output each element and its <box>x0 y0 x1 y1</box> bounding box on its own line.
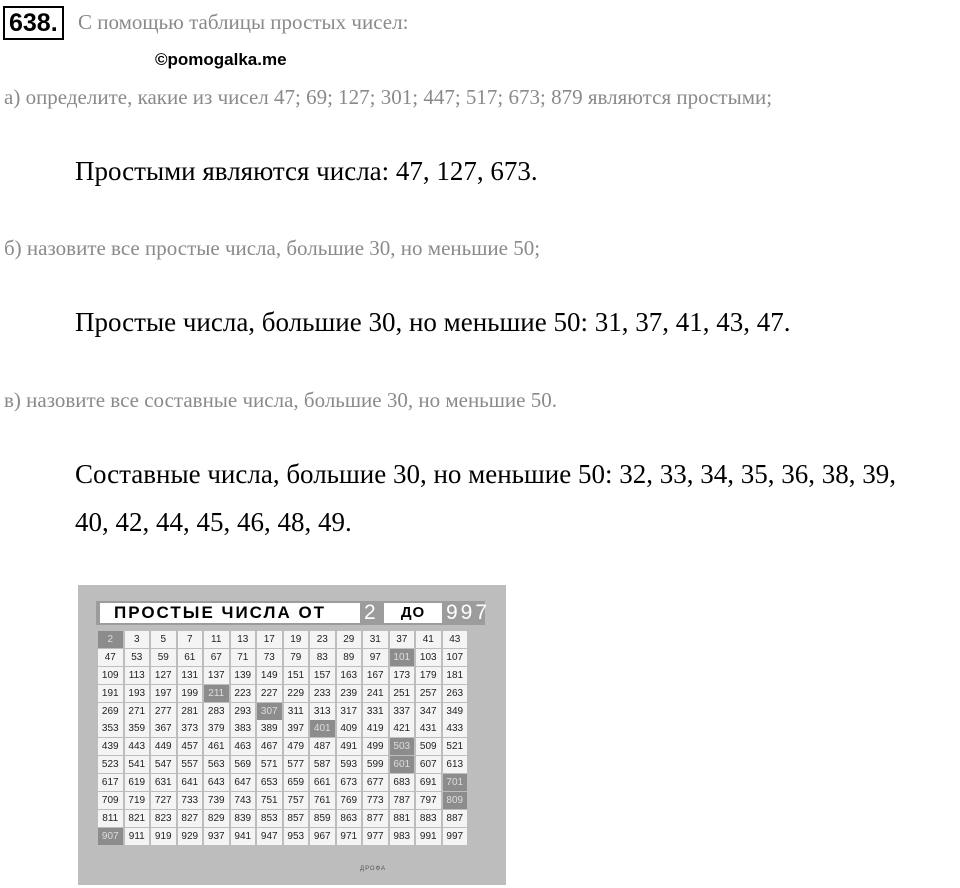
prime-cell: 733 <box>178 792 203 809</box>
poster-title: ПРОСТЫЕ ЧИСЛА ОТ <box>100 603 360 623</box>
prime-cell: 991 <box>416 828 441 845</box>
prime-cell: 739 <box>204 792 229 809</box>
prime-cell: 11 <box>204 631 229 648</box>
prime-cell: 193 <box>125 685 150 702</box>
prime-cell: 661 <box>310 774 335 791</box>
prime-cell: 211 <box>204 685 229 702</box>
prime-cell: 281 <box>178 703 203 720</box>
prime-cell: 491 <box>337 738 362 755</box>
prime-cell: 79 <box>284 649 309 666</box>
prime-cell: 227 <box>257 685 282 702</box>
prime-cell: 379 <box>204 720 229 737</box>
prime-cell: 563 <box>204 756 229 773</box>
prime-cell: 571 <box>257 756 282 773</box>
prime-cell: 727 <box>151 792 176 809</box>
prime-cell: 109 <box>98 667 123 684</box>
prime-cell: 239 <box>337 685 362 702</box>
prime-cell: 797 <box>416 792 441 809</box>
prime-cell: 881 <box>390 810 415 827</box>
prime-cell: 839 <box>231 810 256 827</box>
prime-cell: 977 <box>363 828 388 845</box>
prime-cell: 191 <box>98 685 123 702</box>
answer-c-line2: 40, 42, 44, 45, 46, 48, 49. <box>75 507 352 537</box>
prime-cell: 101 <box>390 649 415 666</box>
prime-cell: 487 <box>310 738 335 755</box>
prime-cell: 223 <box>231 685 256 702</box>
prime-cell: 701 <box>443 774 468 791</box>
prime-cell: 919 <box>151 828 176 845</box>
prime-cell: 31 <box>363 631 388 648</box>
prime-cell: 59 <box>151 649 176 666</box>
prime-cell: 409 <box>337 720 362 737</box>
prime-cell: 863 <box>337 810 362 827</box>
prime-cell: 599 <box>363 756 388 773</box>
answer-c-line1: Составные числа, большие 30, но меньшие 50: 32, 33, 34, 35, 36, 38, 39, <box>75 459 896 489</box>
prime-cell: 641 <box>178 774 203 791</box>
prime-cell: 107 <box>443 649 468 666</box>
prime-cell: 719 <box>125 792 150 809</box>
prime-cell: 673 <box>337 774 362 791</box>
prime-cell: 181 <box>443 667 468 684</box>
prime-cell: 43 <box>443 631 468 648</box>
prime-cell: 953 <box>284 828 309 845</box>
prime-cell: 983 <box>390 828 415 845</box>
poster-to-word: ДО <box>384 603 442 623</box>
prime-cell: 419 <box>363 720 388 737</box>
prime-cell: 769 <box>337 792 362 809</box>
prime-cell: 677 <box>363 774 388 791</box>
prime-cell: 29 <box>337 631 362 648</box>
prime-cell: 461 <box>204 738 229 755</box>
prime-cell: 151 <box>284 667 309 684</box>
answer-a: Простыми являются числа: 47, 127, 673. <box>75 156 538 186</box>
prime-cell: 509 <box>416 738 441 755</box>
prime-cell: 83 <box>310 649 335 666</box>
prime-cell: 877 <box>363 810 388 827</box>
prime-cell: 389 <box>257 720 282 737</box>
prime-cell: 359 <box>125 720 150 737</box>
prime-cell: 887 <box>443 810 468 827</box>
prime-cell: 503 <box>390 738 415 755</box>
watermark: ©pomogalka.me <box>155 50 287 69</box>
prime-cell: 829 <box>204 810 229 827</box>
prime-cell: 541 <box>125 756 150 773</box>
prime-cell: 607 <box>416 756 441 773</box>
prime-cell: 179 <box>416 667 441 684</box>
prime-cell: 821 <box>125 810 150 827</box>
prime-cell: 331 <box>363 703 388 720</box>
prime-cell: 307 <box>257 703 282 720</box>
question-b: б) назовите все простые числа, большие 30, но меньшие 50; <box>4 236 541 260</box>
prime-cell: 443 <box>125 738 150 755</box>
prime-cell: 23 <box>310 631 335 648</box>
poster-to: 997 <box>446 601 491 624</box>
prime-cell: 499 <box>363 738 388 755</box>
prime-cell: 113 <box>125 667 150 684</box>
prime-cell: 569 <box>231 756 256 773</box>
prime-cell: 859 <box>310 810 335 827</box>
prime-cell: 97 <box>363 649 388 666</box>
prime-cell: 883 <box>416 810 441 827</box>
prime-cell: 619 <box>125 774 150 791</box>
prime-cell: 971 <box>337 828 362 845</box>
prime-cell: 311 <box>284 703 309 720</box>
prime-cell: 229 <box>284 685 309 702</box>
prime-cell: 3 <box>125 631 150 648</box>
prime-cell: 137 <box>204 667 229 684</box>
prime-cell: 73 <box>257 649 282 666</box>
prime-cell: 907 <box>98 828 123 845</box>
prime-cell: 397 <box>284 720 309 737</box>
prime-cell: 173 <box>390 667 415 684</box>
prime-cell: 131 <box>178 667 203 684</box>
prime-cell: 2 <box>98 631 123 648</box>
prime-cell: 757 <box>284 792 309 809</box>
prime-cell: 337 <box>390 703 415 720</box>
prime-cell: 367 <box>151 720 176 737</box>
answer-b: Простые числа, большие 30, но меньшие 50: 31, 37, 41, 43, 47. <box>75 307 791 337</box>
prime-cell: 433 <box>443 720 468 737</box>
prime-cell: 587 <box>310 756 335 773</box>
prime-cell: 349 <box>443 703 468 720</box>
prime-cell: 617 <box>98 774 123 791</box>
prime-cell: 127 <box>151 667 176 684</box>
prime-table-poster <box>78 585 506 885</box>
prime-cell: 347 <box>416 703 441 720</box>
prime-cell: 89 <box>337 649 362 666</box>
prime-cell: 277 <box>151 703 176 720</box>
prime-cell: 19 <box>284 631 309 648</box>
prime-cell: 997 <box>443 828 468 845</box>
prime-cell: 157 <box>310 667 335 684</box>
prime-cell: 271 <box>125 703 150 720</box>
prime-cell: 421 <box>390 720 415 737</box>
prime-cell: 601 <box>390 756 415 773</box>
problem-intro: С помощью таблицы простых чисел: <box>78 10 409 34</box>
prime-cell: 751 <box>257 792 282 809</box>
prime-cell: 947 <box>257 828 282 845</box>
prime-cell: 41 <box>416 631 441 648</box>
prime-cell: 103 <box>416 649 441 666</box>
prime-cell: 13 <box>231 631 256 648</box>
prime-cell: 811 <box>98 810 123 827</box>
prime-cell: 431 <box>416 720 441 737</box>
prime-cell: 683 <box>390 774 415 791</box>
prime-cell: 643 <box>204 774 229 791</box>
prime-cell: 353 <box>98 720 123 737</box>
prime-cell: 139 <box>231 667 256 684</box>
prime-cell: 167 <box>363 667 388 684</box>
prime-cell: 967 <box>310 828 335 845</box>
prime-cell: 383 <box>231 720 256 737</box>
prime-cell: 941 <box>231 828 256 845</box>
prime-cell: 853 <box>257 810 282 827</box>
prime-cell: 149 <box>257 667 282 684</box>
prime-cell: 557 <box>178 756 203 773</box>
prime-cell: 71 <box>231 649 256 666</box>
prime-cell: 827 <box>178 810 203 827</box>
question-a: а) определите, какие из чисел 47; 69; 127; 301; 447; 517; 673; 879 являются простыми; <box>4 85 773 109</box>
prime-cell: 17 <box>257 631 282 648</box>
prime-cell: 5 <box>151 631 176 648</box>
prime-grid <box>98 631 467 845</box>
prime-cell: 523 <box>98 756 123 773</box>
prime-cell: 263 <box>443 685 468 702</box>
prime-cell: 761 <box>310 792 335 809</box>
prime-cell: 269 <box>98 703 123 720</box>
prime-cell: 659 <box>284 774 309 791</box>
prime-cell: 691 <box>416 774 441 791</box>
prime-cell: 7 <box>178 631 203 648</box>
prime-cell: 613 <box>443 756 468 773</box>
prime-cell: 479 <box>284 738 309 755</box>
prime-cell: 373 <box>178 720 203 737</box>
prime-cell: 37 <box>390 631 415 648</box>
prime-cell: 457 <box>178 738 203 755</box>
prime-cell: 233 <box>310 685 335 702</box>
prime-cell: 467 <box>257 738 282 755</box>
prime-cell: 199 <box>178 685 203 702</box>
prime-cell: 911 <box>125 828 150 845</box>
question-c: в) назовите все составные числа, большие 30, но меньшие 50. <box>4 388 557 412</box>
problem-number: 638. <box>3 6 64 40</box>
prime-cell: 401 <box>310 720 335 737</box>
prime-cell: 631 <box>151 774 176 791</box>
prime-cell: 439 <box>98 738 123 755</box>
prime-cell: 857 <box>284 810 309 827</box>
prime-cell: 709 <box>98 792 123 809</box>
prime-cell: 257 <box>416 685 441 702</box>
prime-cell: 787 <box>390 792 415 809</box>
poster-header <box>96 601 491 625</box>
poster-publisher: ДРОФА <box>360 866 387 872</box>
prime-cell: 293 <box>231 703 256 720</box>
prime-cell: 61 <box>178 649 203 666</box>
prime-cell: 463 <box>231 738 256 755</box>
prime-cell: 773 <box>363 792 388 809</box>
prime-cell: 317 <box>337 703 362 720</box>
prime-cell: 241 <box>363 685 388 702</box>
prime-cell: 283 <box>204 703 229 720</box>
prime-cell: 47 <box>98 649 123 666</box>
prime-cell: 823 <box>151 810 176 827</box>
prime-cell: 313 <box>310 703 335 720</box>
prime-cell: 577 <box>284 756 309 773</box>
prime-cell: 163 <box>337 667 362 684</box>
prime-cell: 937 <box>204 828 229 845</box>
prime-cell: 593 <box>337 756 362 773</box>
prime-cell: 647 <box>231 774 256 791</box>
prime-cell: 521 <box>443 738 468 755</box>
prime-cell: 67 <box>204 649 229 666</box>
prime-cell: 809 <box>443 792 468 809</box>
prime-cell: 929 <box>178 828 203 845</box>
prime-cell: 743 <box>231 792 256 809</box>
prime-cell: 53 <box>125 649 150 666</box>
prime-cell: 653 <box>257 774 282 791</box>
prime-cell: 197 <box>151 685 176 702</box>
prime-cell: 449 <box>151 738 176 755</box>
poster-from: 2 <box>364 601 376 624</box>
prime-cell: 251 <box>390 685 415 702</box>
prime-cell: 547 <box>151 756 176 773</box>
